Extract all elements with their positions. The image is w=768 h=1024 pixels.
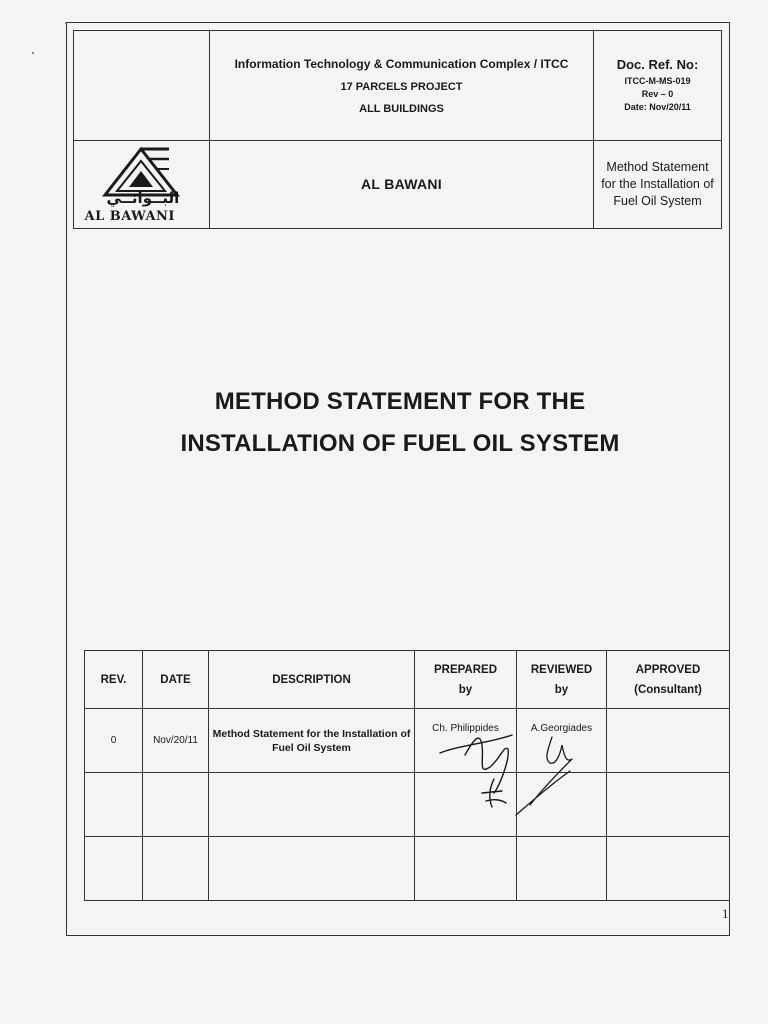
document-header bbox=[73, 30, 722, 229]
row-reviewed-by bbox=[517, 837, 607, 901]
row-prepared-by bbox=[415, 837, 517, 901]
row-date: Nov/20/11 bbox=[143, 709, 209, 773]
date-header: DATE bbox=[143, 651, 209, 709]
doc-ref-label: Doc. Ref. No: bbox=[616, 57, 699, 72]
doc-revision: Rev – 0 bbox=[641, 89, 674, 99]
prepared-header bbox=[415, 651, 517, 709]
table-row bbox=[85, 709, 730, 773]
row-approved-by bbox=[607, 709, 730, 773]
row-prepared-by: Ch. Philippides bbox=[415, 709, 517, 773]
scan-speck bbox=[65, 22, 67, 24]
document-title: Method Statement for the Installation of Fuel Oil System bbox=[601, 160, 714, 208]
page-number: 1 bbox=[722, 906, 729, 921]
main-title-line-1: METHOD STATEMENT FOR THE bbox=[214, 388, 586, 415]
row-description bbox=[209, 837, 415, 901]
project-name: 17 PARCELS PROJECT bbox=[340, 80, 463, 93]
row-rev: 0 bbox=[85, 709, 143, 773]
reviewed-header-line1: REVIEWED bbox=[530, 663, 593, 676]
row-approved-by bbox=[607, 773, 730, 837]
revision-table-header bbox=[85, 651, 730, 709]
approved-header-line2: (Consultant) bbox=[634, 683, 702, 696]
logo-arabic-text: البــوانــي bbox=[106, 188, 180, 207]
company-cell bbox=[210, 141, 594, 229]
row-description bbox=[209, 773, 415, 837]
company-name: AL BAWANI bbox=[361, 175, 442, 192]
scan-speck bbox=[32, 52, 34, 54]
rev-header: REV. bbox=[85, 651, 143, 709]
prepared-header-line2: by bbox=[458, 683, 473, 696]
row-approved-by bbox=[607, 837, 730, 901]
header-blank-cell bbox=[74, 31, 210, 141]
approved-header bbox=[607, 651, 730, 709]
row-prepared-by bbox=[415, 773, 517, 837]
project-title: Information Technology & Communication Complex / ITCC bbox=[234, 56, 569, 71]
table-row bbox=[85, 837, 730, 901]
row-date bbox=[143, 837, 209, 901]
table-row bbox=[85, 773, 730, 837]
doc-ref-cell bbox=[594, 31, 722, 141]
row-date bbox=[143, 773, 209, 837]
doc-date: Date: Nov/20/11 bbox=[624, 102, 691, 112]
logo-latin-text: AL BAWANI bbox=[84, 208, 175, 224]
main-title-line-2: INSTALLATION OF FUEL OIL SYSTEM bbox=[180, 430, 620, 457]
row-reviewed-by bbox=[517, 773, 607, 837]
doc-ref-number: ITCC-M-MS-019 bbox=[624, 76, 691, 86]
company-logo bbox=[77, 143, 207, 227]
row-rev bbox=[85, 837, 143, 901]
project-scope: ALL BUILDINGS bbox=[359, 102, 444, 115]
description-header: DESCRIPTION bbox=[209, 651, 415, 709]
row-reviewed-by: A.Georgiades bbox=[517, 709, 607, 773]
row-rev bbox=[85, 773, 143, 837]
project-info-cell bbox=[210, 31, 594, 141]
prepared-header-line1: PREPARED bbox=[433, 663, 498, 676]
logo-cell bbox=[74, 141, 210, 229]
reviewed-header-line2: by bbox=[554, 683, 569, 696]
approved-header-line1: APPROVED bbox=[635, 663, 701, 676]
document-title-cell bbox=[594, 141, 722, 229]
reviewed-header bbox=[517, 651, 607, 709]
revision-table bbox=[84, 650, 730, 901]
row-description: Method Statement for the Installation of Fuel Oil System bbox=[209, 709, 415, 773]
